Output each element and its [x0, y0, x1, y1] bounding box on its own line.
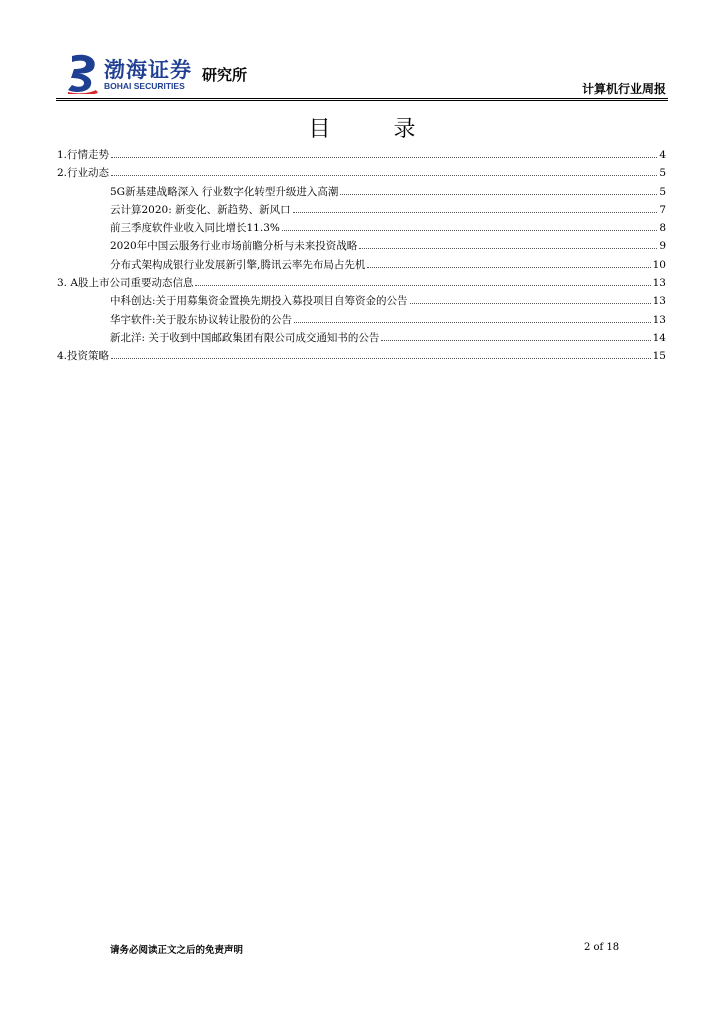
toc-entry-label: 新北洋: 关于收到中国邮政集团有限公司成交通知书的公告: [110, 331, 380, 344]
toc-leader-dots: [359, 248, 657, 249]
bohai-logo-icon: [66, 52, 100, 94]
logo-chinese-name: 渤海证券: [104, 58, 192, 82]
toc-leader-dots: [111, 358, 651, 359]
toc-leader-dots: [293, 212, 658, 213]
toc-entry[interactable]: [57, 219, 666, 237]
toc-leader-dots: [367, 267, 650, 268]
toc-entry-label: 3. A股上市公司重要动态信息: [57, 277, 194, 290]
toc-entry[interactable]: [57, 164, 666, 182]
toc-leader-dots: [282, 230, 657, 231]
toc-entry[interactable]: [57, 146, 666, 164]
toc-leader-dots: [381, 340, 650, 341]
toc-entry[interactable]: [57, 292, 666, 310]
toc-entry-page: 15: [652, 350, 666, 363]
toc-leader-dots: [410, 303, 651, 304]
toc-entry-label: 华宇软件:关于股东协议转让股份的公告: [110, 313, 293, 326]
toc-entry-label: 前三季度软件业收入同比增长11.3%: [110, 222, 280, 235]
toc-entry-page: 9: [659, 240, 666, 253]
toc-entry-label: 分布式架构成银行业发展新引擎,腾讯云率先布局占先机: [110, 258, 366, 271]
toc-entry-page: 14: [652, 331, 666, 344]
toc-entry-page: 4: [659, 149, 666, 161]
toc-entry[interactable]: [57, 347, 666, 365]
toc-entry-page: 7: [659, 203, 666, 216]
toc-entry[interactable]: [57, 311, 666, 329]
toc-entry-page: 13: [652, 313, 666, 326]
toc-entry-label: 5G新基建战略深入 行业数字化转型升级进入高潮: [110, 185, 339, 198]
toc-leader-dots: [340, 194, 657, 195]
header-rule: [56, 98, 668, 99]
toc-entry-page: 8: [659, 222, 666, 235]
toc-entry[interactable]: [57, 237, 666, 255]
toc-entry[interactable]: [57, 329, 666, 347]
page-indicator: 2 of 18: [584, 942, 620, 953]
toc-entry-label: 1.行情走势: [57, 149, 110, 161]
footer-disclaimer: 请务必阅读正文之后的免责声明: [110, 945, 244, 956]
toc-leader-dots: [111, 157, 657, 158]
toc-entry-page: 10: [652, 258, 666, 271]
toc-entry-page: 5: [659, 167, 666, 180]
toc-entry-label: 2020年中国云服务行业市场前瞻分析与未来投资战略: [110, 240, 358, 253]
header-rule-secondary: [56, 100, 668, 101]
report-type: 计算机行业周报: [581, 82, 666, 96]
toc-entry-page: 13: [652, 277, 666, 290]
logo-institute-label: 研究所: [202, 66, 248, 84]
toc-leader-dots: [111, 175, 657, 176]
toc-entry-page: 5: [659, 185, 666, 198]
toc-entry[interactable]: [57, 183, 666, 201]
toc-entry[interactable]: [57, 201, 666, 219]
toc-entry[interactable]: [57, 256, 666, 274]
logo-english-name: BOHAI SECURITIES: [104, 81, 185, 91]
toc-entry-label: 2.行业动态: [57, 167, 110, 180]
company-logo: [66, 52, 256, 96]
toc-entry-page: 13: [652, 295, 666, 308]
toc-entry-label: 云计算2020: 新变化、新趋势、新风口: [110, 203, 291, 216]
toc-entry-label: 中科创达:关于用募集资金置换先期投入募投项目自筹资金的公告: [110, 295, 408, 308]
toc-title: 目 录: [308, 117, 444, 142]
table-of-contents: [57, 146, 666, 366]
toc-entry-label: 4.投资策略: [57, 350, 110, 363]
toc-entry[interactable]: [57, 274, 666, 292]
toc-leader-dots: [294, 322, 651, 323]
toc-leader-dots: [195, 285, 650, 286]
